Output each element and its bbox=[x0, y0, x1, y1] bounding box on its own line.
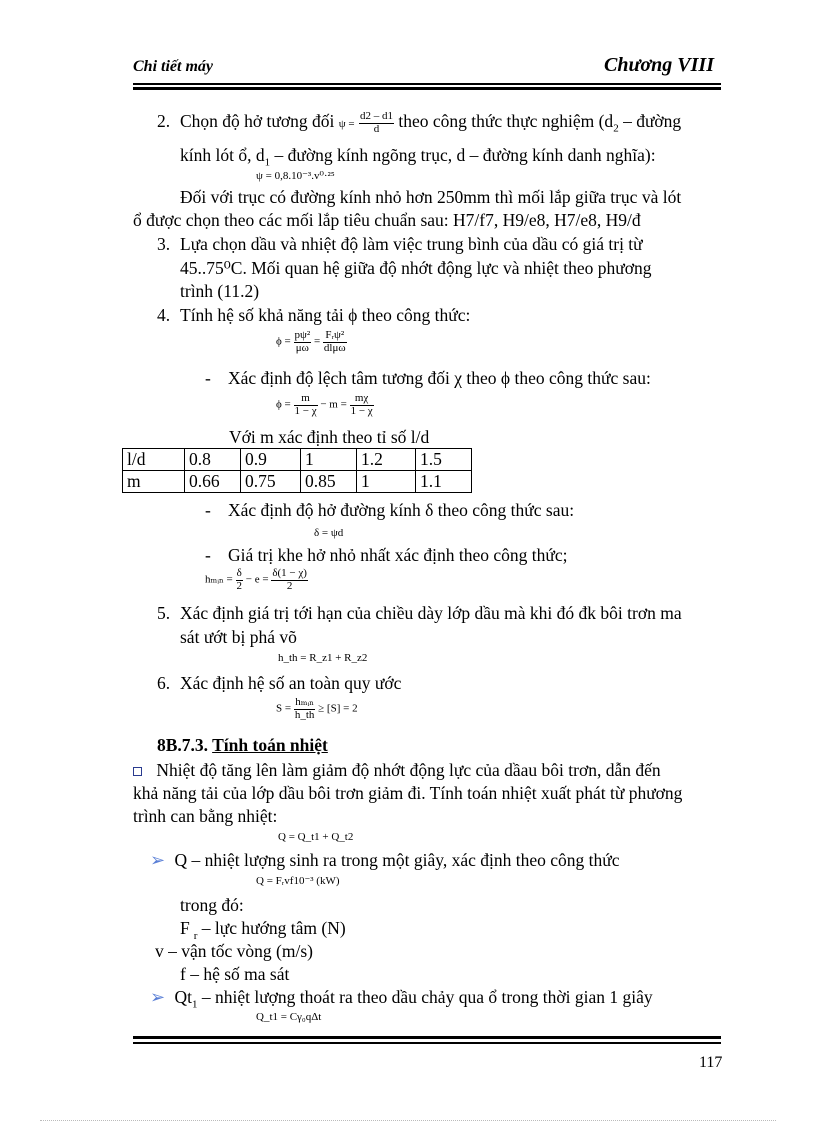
frac2-den: dlμω bbox=[323, 341, 346, 354]
formula-chi-frac2 bbox=[350, 393, 374, 417]
table-cell: 0.9 bbox=[241, 449, 301, 471]
item-2-line2-rest: – đường kính ngõng trục, d – đường kính danh nghĩa): bbox=[270, 145, 656, 165]
item-2-frac-den: d bbox=[373, 122, 380, 135]
item-4-bullet2: Xác định độ hở đường kính δ theo công thức sau: bbox=[228, 500, 575, 520]
section-v-line: v – vận tốc vòng (m/s) bbox=[155, 941, 313, 961]
table-cell: m bbox=[123, 471, 185, 493]
fr-sub: r bbox=[193, 929, 198, 942]
table-cell: 1.5 bbox=[416, 449, 472, 471]
section-fr-line bbox=[180, 918, 346, 942]
frac-chi2-den: 1 − χ bbox=[350, 404, 373, 417]
formula-phi-frac1 bbox=[294, 330, 312, 354]
page-number: 117 bbox=[699, 1054, 723, 1071]
table-cell: 0.75 bbox=[241, 471, 301, 493]
header-rule-thick bbox=[133, 87, 721, 90]
item-2-formula: ψ = 0,8.10⁻³.v⁰·²⁵ bbox=[256, 170, 335, 182]
table-cell: 0.85 bbox=[301, 471, 357, 493]
table-row bbox=[123, 471, 472, 493]
frac1-num: pψ² bbox=[294, 329, 311, 341]
item-3-line3: trình (11.2) bbox=[180, 281, 260, 301]
section-b1-text: Q – nhiệt lượng sinh ra trong một giây, xác định theo công thức bbox=[174, 850, 620, 870]
item-5-formula: h_th = R_z1 + R_z2 bbox=[278, 652, 368, 664]
section-bullet-1 bbox=[150, 850, 620, 871]
item-2-text-c: – đường bbox=[618, 111, 682, 132]
section-f-line: f – hệ số ma sát bbox=[180, 964, 290, 984]
frac-chi1-num: m bbox=[294, 393, 318, 406]
bullet-dash-3: - bbox=[205, 545, 211, 565]
formula-phi-eq: = bbox=[313, 335, 321, 348]
formula-hmin-frac1 bbox=[236, 568, 244, 592]
table-cell: 1 bbox=[357, 471, 416, 493]
section-number: 8B.7.3. bbox=[157, 735, 209, 755]
fr-symbol: F bbox=[180, 918, 190, 938]
section-para-line2: khả năng tải của lớp dầu bôi trơn giảm đi. Tính toán nhiệt xuất phát từ phương bbox=[133, 783, 683, 803]
formula-hmin-lhs: hₘᵢₙ = bbox=[205, 573, 233, 586]
section-formula-1: Q = Q_t1 + Q_t2 bbox=[278, 831, 354, 843]
item-2-line1 bbox=[180, 111, 681, 135]
frac-chi1-den: 1 − χ bbox=[294, 404, 317, 417]
table-cell: 0.8 bbox=[185, 449, 241, 471]
qt1-sub: 1 bbox=[191, 998, 198, 1011]
formula-s-rhs: ≥ [S] = 2 bbox=[318, 702, 358, 715]
item-2-para1: Đối với trục có đường kính nhỏ hơn 250mm thì mối lắp giữa trục và lót bbox=[180, 187, 682, 207]
item-2-number: 2. bbox=[157, 111, 171, 131]
frac-s-den: h_th bbox=[294, 708, 315, 721]
table-cell: 1.1 bbox=[416, 471, 472, 493]
section-trong-do: trong đó: bbox=[180, 895, 244, 915]
frac2-num: Fᵣψ² bbox=[323, 330, 347, 343]
table-row bbox=[123, 449, 472, 471]
footer-rule-thin bbox=[133, 1042, 721, 1044]
item-5-line2: sát ướt bị phá võ bbox=[180, 627, 297, 647]
item-3-line1: Lựa chọn dầu và nhiệt độ làm việc trung bình của dầu có giá trị từ bbox=[180, 234, 643, 254]
item-4-formula-delta: δ = ψd bbox=[314, 527, 344, 539]
item-4-bullet3: Giá trị khe hở nhỏ nhất xác định theo công thức; bbox=[228, 545, 568, 565]
formula-phi-frac2 bbox=[323, 330, 347, 354]
item-6-line1: Xác định hệ số an toàn quy ước bbox=[180, 673, 402, 693]
table-cell: 1 bbox=[301, 449, 357, 471]
item-3-number: 3. bbox=[157, 234, 171, 254]
fr-text: – lực hướng tâm (N) bbox=[197, 918, 346, 938]
frac-hmin1-num: δ bbox=[236, 567, 242, 579]
frac-chi2-num: mχ bbox=[350, 393, 374, 406]
item-6-number: 6. bbox=[157, 673, 171, 693]
frac-hmin2-den: 2 bbox=[286, 579, 293, 592]
item-2-fraction bbox=[359, 111, 394, 135]
section-para-line3: trình can bằng nhiệt: bbox=[133, 806, 278, 826]
arrow-bullet-icon: ➢ bbox=[150, 987, 166, 1007]
formula-phi-lhs: ϕ = bbox=[276, 335, 291, 348]
formula-hmin-frac2 bbox=[271, 568, 308, 592]
footer-rule-thick bbox=[133, 1036, 721, 1039]
item-6-formula bbox=[276, 697, 358, 721]
page-bottom-divider bbox=[40, 1120, 776, 1121]
item-4-formula-chi bbox=[276, 393, 374, 417]
item-4-line1: Tính hệ số khả năng tải ϕ theo công thức: bbox=[180, 305, 471, 325]
formula-chi-frac1 bbox=[294, 393, 318, 417]
formula-hmin-mid: − e = bbox=[245, 573, 269, 586]
item-2-text-b-sub: 2 bbox=[613, 122, 619, 135]
frac-hmin2-num: δ(1 − χ) bbox=[272, 567, 307, 579]
item-5-line1: Xác định giá trị tới hạn của chiều dày lớp dầu mà khi đó đk bôi trơn ma bbox=[180, 603, 682, 623]
section-formula-2: Q = Fᵣvf10⁻³ (kW) bbox=[256, 875, 340, 887]
frac1-den: μω bbox=[295, 341, 309, 354]
item-2-frac-num: d2 – d1 bbox=[359, 110, 393, 122]
table-cell: 1.2 bbox=[357, 449, 416, 471]
table-caption: Với m xác định theo tỉ số l/d bbox=[229, 427, 430, 447]
qt1-symbol: Qt bbox=[174, 987, 192, 1007]
item-4-formula-hmin bbox=[205, 568, 308, 592]
frac-hmin1-den: 2 bbox=[236, 579, 243, 592]
item-4-number: 4. bbox=[157, 305, 171, 325]
section-p1-text: Nhiệt độ tăng lên làm giảm độ nhớt động lực của dầau bôi trơn, dẫn đến bbox=[156, 760, 661, 780]
section-title: Tính toán nhiệt bbox=[212, 735, 328, 755]
arrow-bullet-icon: ➢ bbox=[150, 850, 166, 870]
header-left: Chi tiết máy bbox=[133, 58, 213, 75]
frac-s-num: hₘᵢₙ bbox=[295, 696, 315, 708]
item-5-number: 5. bbox=[157, 603, 171, 623]
item-2-line2-sub: 1 bbox=[264, 156, 271, 169]
item-2-text-a: Chọn độ hở tương đối bbox=[180, 111, 335, 132]
section-formula-3: Q_t1 = Cγ₀qΔt bbox=[256, 1011, 322, 1023]
qt1-text: – nhiệt lượng thoát ra theo dầu chảy qua ổ trong thời gian 1 giây bbox=[197, 987, 653, 1007]
item-2-line2 bbox=[180, 145, 656, 169]
item-2-text-b: theo công thức thực nghiệm (d bbox=[398, 111, 614, 132]
table-cell: 0.66 bbox=[185, 471, 241, 493]
item-2-psi: ψ = bbox=[338, 118, 355, 131]
item-2-line2-text: kính lót ổ, d bbox=[180, 145, 265, 165]
formula-s-frac bbox=[294, 697, 316, 721]
header-right: Chương VIII bbox=[604, 54, 714, 76]
item-3-line2: 45..75⁰C. Mối quan hệ giữa độ nhớt động lực và nhiệt theo phương bbox=[180, 258, 652, 278]
ld-table bbox=[122, 448, 472, 493]
header-rule-thin bbox=[133, 83, 721, 85]
table-cell: l/d bbox=[123, 449, 185, 471]
section-para-line1 bbox=[133, 760, 661, 781]
bullet-dash-1: - bbox=[205, 368, 211, 388]
item-2-para2: ổ được chọn theo các mối lắp tiêu chuẩn sau: H7/f7, H9/e8, H7/e8, H9/đ bbox=[133, 210, 641, 230]
formula-chi-lhs: ϕ = bbox=[276, 398, 291, 411]
section-heading bbox=[157, 735, 328, 756]
bullet-dash-2: - bbox=[205, 500, 211, 520]
formula-s-lhs: S = bbox=[276, 702, 292, 715]
section-bullet-2 bbox=[150, 987, 653, 1011]
square-bullet-icon bbox=[133, 767, 142, 776]
item-4-formula-phi bbox=[276, 330, 347, 354]
formula-chi-mid: − m = bbox=[320, 398, 347, 411]
item-4-bullet1: Xác định độ lệch tâm tương đối χ theo ϕ theo công thức sau: bbox=[228, 368, 651, 388]
